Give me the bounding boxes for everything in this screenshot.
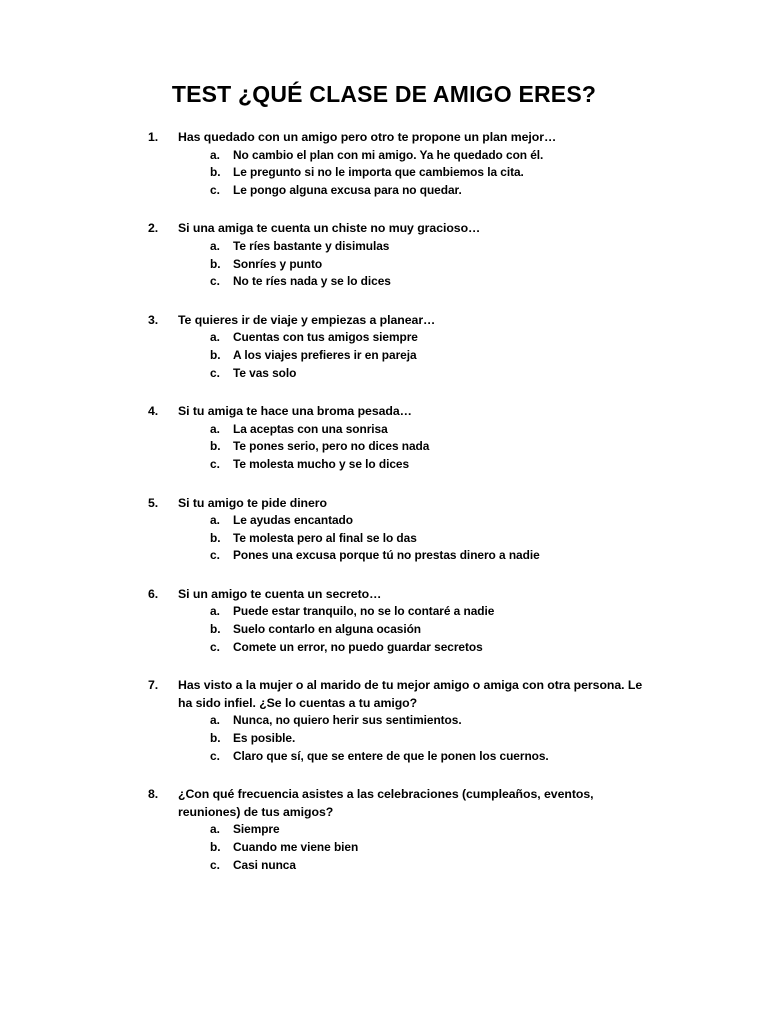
question-block (148, 677, 648, 765)
answer-option-text: Le pongo alguna excusa para no quedar. (233, 182, 462, 197)
answer-option-letter: a. (210, 822, 220, 837)
answer-option-text: No te ríes nada y se lo dices (233, 274, 391, 289)
question-block (148, 312, 648, 382)
question-text: Te quieres ir de viaje y empiezas a planear… (178, 312, 436, 327)
answer-option-text: Nunca, no quiero herir sus sentimientos. (233, 713, 462, 728)
answer-option[interactable] (148, 347, 648, 365)
question-number: 8. (148, 787, 159, 802)
answer-option-text: Te vas solo (233, 365, 297, 380)
question-block (148, 495, 648, 565)
answer-option-letter: a. (210, 147, 220, 162)
question-number: 3. (148, 312, 159, 327)
answer-option-text: Te molesta mucho y se lo dices (233, 456, 410, 471)
question-number: 1. (148, 130, 159, 144)
answer-option-text: Cuando me viene bien (233, 840, 359, 854)
answer-option-text: La aceptas con una sonrisa (233, 421, 388, 436)
question-number: 5. (148, 495, 159, 510)
answer-option-letter: b. (210, 439, 221, 454)
answer-option[interactable] (148, 821, 648, 839)
answer-option-letter: c. (210, 748, 220, 763)
question-block (148, 586, 648, 656)
answer-option[interactable] (148, 238, 648, 256)
answer-option[interactable] (148, 639, 648, 657)
answer-option-letter: b. (210, 165, 221, 180)
answer-option-list (148, 147, 648, 200)
answer-option[interactable] (148, 839, 648, 857)
answer-option[interactable] (148, 730, 648, 748)
answer-option[interactable] (148, 748, 648, 766)
question-line (148, 312, 648, 330)
question-text: ¿Con qué frecuencia asistes a las celebraciones (cumpleaños, eventos, reuniones) de tus amigos? (178, 787, 594, 819)
answer-option-text: A los viajes prefieres ir en pareja (233, 347, 417, 362)
answer-option-list (148, 421, 648, 474)
answer-option[interactable] (148, 256, 648, 274)
answer-option-letter: b. (210, 622, 221, 637)
answer-option-list (148, 712, 648, 765)
answer-option[interactable] (148, 547, 648, 565)
question-number: 4. (148, 404, 159, 419)
answer-option[interactable] (148, 182, 648, 200)
answer-option-letter: a. (210, 330, 220, 345)
question-block (148, 786, 648, 874)
question-number: 2. (148, 221, 159, 236)
answer-option-letter: c. (210, 639, 220, 654)
answer-option-text: Siempre (233, 822, 280, 837)
answer-option-letter: b. (210, 840, 221, 854)
answer-option-text: Es posible. (233, 731, 296, 746)
answer-option-text: Suelo contarlo en alguna ocasión (233, 622, 422, 637)
answer-option-letter: c. (210, 857, 220, 872)
question-line (148, 495, 648, 513)
answer-option[interactable] (148, 438, 648, 456)
question-text: Has quedado con un amigo pero otro te propone un plan mejor… (178, 130, 557, 144)
answer-option-text: No cambio el plan con mi amigo. Ya he quedado con él. (233, 147, 544, 162)
answer-option[interactable] (148, 273, 648, 291)
answer-option-letter: c. (210, 274, 220, 289)
answer-option-letter: b. (210, 530, 221, 545)
answer-option-list (148, 329, 648, 382)
answer-option[interactable] (148, 164, 648, 182)
answer-option-text: Claro que sí, que se entere de que le ponen los cuernos. (233, 748, 549, 763)
question-text: Si una amiga te cuenta un chiste no muy gracioso… (178, 221, 481, 236)
answer-option-list (148, 821, 648, 874)
answer-option-list (148, 603, 648, 656)
answer-option-letter: a. (210, 713, 220, 728)
answer-option-letter: a. (210, 421, 220, 436)
question-block (148, 220, 648, 290)
answer-option[interactable] (148, 712, 648, 730)
question-text: Si tu amigo te pide dinero (178, 495, 328, 510)
answer-option-list (148, 512, 648, 565)
answer-option[interactable] (148, 421, 648, 439)
question-block (148, 403, 648, 473)
question-text: Si tu amiga te hace una broma pesada… (178, 404, 412, 419)
answer-option[interactable] (148, 621, 648, 639)
quiz-question-list (148, 129, 648, 895)
question-line (148, 220, 648, 238)
question-line (148, 586, 648, 604)
answer-option-text: Comete un error, no puedo guardar secretos (233, 639, 483, 654)
answer-option-text: Te pones serio, pero no dices nada (233, 439, 430, 454)
answer-option-text: Te ríes bastante y disimulas (233, 238, 390, 253)
answer-option-list (148, 238, 648, 291)
answer-option[interactable] (148, 603, 648, 621)
answer-option-text: Sonríes y punto (233, 256, 323, 271)
question-line (148, 786, 648, 821)
answer-option-text: Pones una excusa porque tú no prestas dinero a nadie (233, 548, 540, 563)
answer-option-text: Le ayudas encantado (233, 513, 353, 528)
answer-option[interactable] (148, 857, 648, 875)
question-number: 7. (148, 678, 159, 693)
answer-option-text: Casi nunca (233, 857, 296, 872)
answer-option-letter: b. (210, 347, 221, 362)
answer-option-text: Te molesta pero al final se lo das (233, 530, 417, 545)
question-line (148, 403, 648, 421)
question-text: Has visto a la mujer o al marido de tu mejor amigo o amiga con otra persona. Le ha sido infiel. ¿Se lo cuentas a tu amigo? (178, 678, 643, 710)
question-line (148, 129, 648, 147)
answer-option-letter: a. (210, 238, 220, 253)
answer-option[interactable] (148, 456, 648, 474)
answer-option[interactable] (148, 329, 648, 347)
question-block (148, 129, 648, 199)
answer-option[interactable] (148, 530, 648, 548)
answer-option-letter: c. (210, 182, 220, 197)
answer-option-text: Puede estar tranquilo, no se lo contaré a nadie (233, 604, 495, 619)
answer-option-text: Le pregunto si no le importa que cambiemos la cita. (233, 165, 524, 180)
answer-option[interactable] (148, 365, 648, 383)
page-title: TEST ¿QUÉ CLASE DE AMIGO ERES? (171, 81, 597, 107)
answer-option[interactable] (148, 147, 648, 165)
answer-option-letter: b. (210, 731, 221, 746)
answer-option[interactable] (148, 512, 648, 530)
question-line (148, 677, 648, 712)
answer-option-letter: a. (210, 513, 220, 528)
question-number: 6. (148, 586, 159, 601)
answer-option-letter: b. (210, 256, 221, 271)
answer-option-text: Cuentas con tus amigos siempre (233, 330, 418, 345)
question-text: Si un amigo te cuenta un secreto… (178, 586, 382, 601)
answer-option-letter: c. (210, 365, 220, 380)
answer-option-letter: c. (210, 456, 220, 471)
answer-option-letter: a. (210, 604, 220, 619)
answer-option-letter: c. (210, 548, 220, 563)
